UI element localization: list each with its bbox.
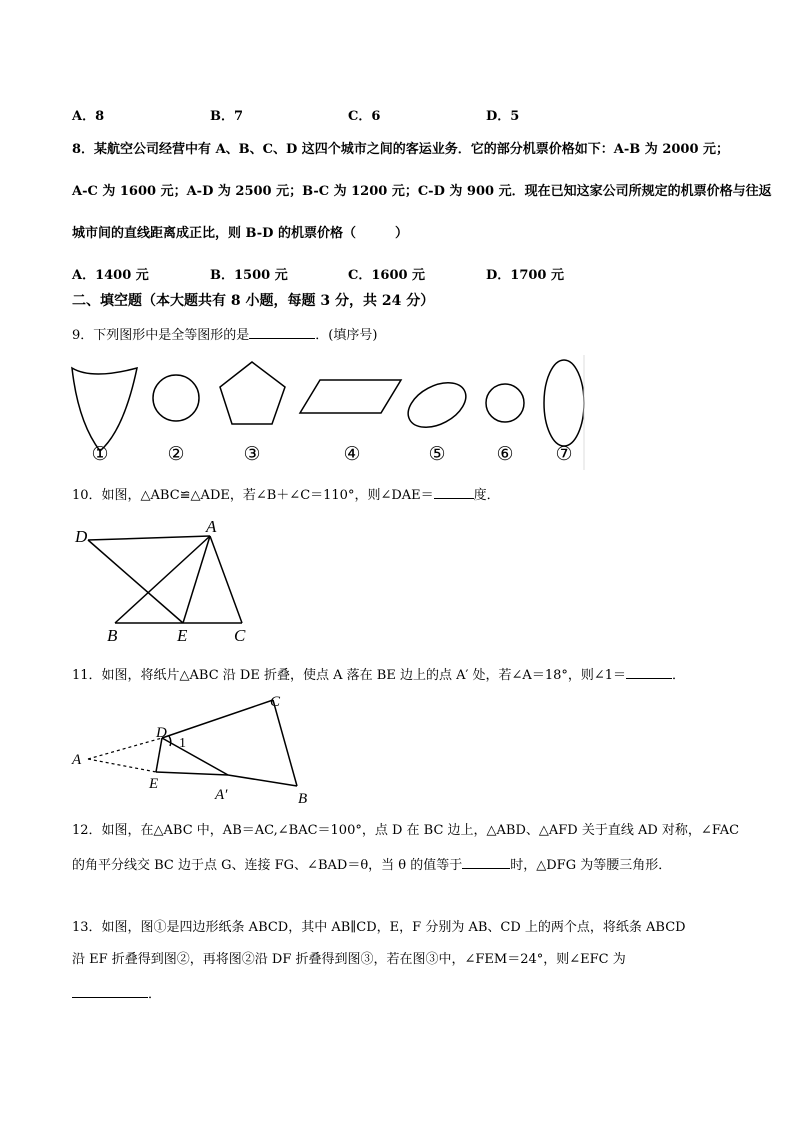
q8-line-1: 8．某航空公司经营中有 A、B、C、D 这四个城市之间的客运业务．它的部分机票价格如下：A-B 为 2000 元； [72,142,730,157]
q11-label-e: E [149,776,159,792]
q7-option-b: B．7 [210,109,244,124]
q10-label-d: D [75,527,88,546]
q13-line-1: 13．如图，图①是四边形纸条 ABCD，其中 AB∥CD，E，F 分别为 AB、CD 上的两个点，将纸条 ABCD [72,920,686,935]
q10-text-end: 度． [473,488,500,503]
q11-label-b: B [298,791,308,807]
q10-text: 10．如图，△ABC≌△ADE，若∠B＋∠C＝110°，则∠DAE＝ [72,488,434,503]
q7-option-c: C．6 [348,109,381,124]
shape-2-circle [153,375,199,421]
q10-figure [0,512,794,645]
q12-text-end: 时，△DFG 为等腰三角形． [510,858,672,873]
q10-label-a: A [206,517,217,536]
label-4: ④ [343,443,361,465]
q11-label-d: D [156,725,167,741]
q8-line-3: 城市间的直线距离成正比，则 B-D 的机票价格（ ） [72,226,408,241]
q12-text: 的角平分线交 BC 边于点 G、连接 FG、∠BAD＝θ，当 θ 的值等于 [72,858,463,873]
q11-answer-blank [626,666,672,679]
q10-label-c: C [234,626,246,645]
q11-label-a: A [72,752,82,768]
q10-question [72,486,500,502]
q8-option-b: B．1500 元 [210,268,288,283]
q13-text-end: ． [148,987,162,1002]
shape-5-ellipse [401,374,474,437]
q8-option-a: A．1400 元 [72,268,149,283]
shape-4-parallelogram [300,380,401,413]
q12-answer-blank [462,856,510,869]
q10-label-e: E [177,626,188,645]
label-2: ② [167,443,185,465]
label-7: ⑦ [555,443,573,465]
q9-answer-blank [249,326,315,339]
q12-line-2 [72,856,671,872]
section-2-title: 二、填空题（本大题共有 8 小题，每题 3 分，共 24 分） [72,293,435,309]
shape-3-pentagon [220,362,285,424]
q8-line-2: A-C 为 1600 元；A-D 为 2500 元；B-C 为 1200 元；C-D 为 900 元．现在已知这家公司所规定的机票价格与往返 [72,184,772,199]
q7-option-d: D．5 [486,109,520,124]
q8-option-c: C．1600 元 [348,268,426,283]
label-1: ① [91,443,109,465]
shape-7-ellipse [544,360,584,446]
q13-answer-blank [72,985,148,998]
shape-1-curved [72,368,137,451]
q12-line-1: 12．如图，在△ABC 中，AB＝AC,∠BAC＝100°，点 D 在 BC 边上，△ABD、△AFD 关于直线 AD 对称，∠FAC [72,823,740,838]
label-5: ⑤ [428,443,446,465]
label-3: ③ [243,443,261,465]
q11-text: 11．如图，将纸片△ABC 沿 DE 折叠，使点 A 落在 BE 边上的点 A′ 处，若∠A＝18°，则∠1＝ [72,668,627,683]
q11-question [72,666,685,682]
q9-question [72,326,377,342]
q11-label-a-prime: A′ [215,787,228,803]
q11-text-end: ． [672,668,686,683]
q11-label-angle-1: 1 [179,736,186,751]
q9-text: 9．下列图形中是全等图形的是 [72,328,250,343]
q10-answer-blank [434,486,474,499]
label-6: ⑥ [496,443,514,465]
q13-line-3 [72,985,161,1001]
q10-label-b: B [107,626,118,645]
q9-text-end: ．(填序号) [315,328,378,343]
q13-line-2: 沿 EF 折叠得到图②，再将图②沿 DF 折叠得到图③，若在图③中，∠FEM＝24°，则∠EFC 为 [72,952,626,967]
q11-figure [0,690,794,810]
q11-label-c: C [270,694,281,710]
q9-figure [0,350,794,470]
q8-option-d: D．1700 元 [486,268,564,283]
q7-option-a: A．8 [72,109,105,124]
shape-6-circle [486,384,524,422]
